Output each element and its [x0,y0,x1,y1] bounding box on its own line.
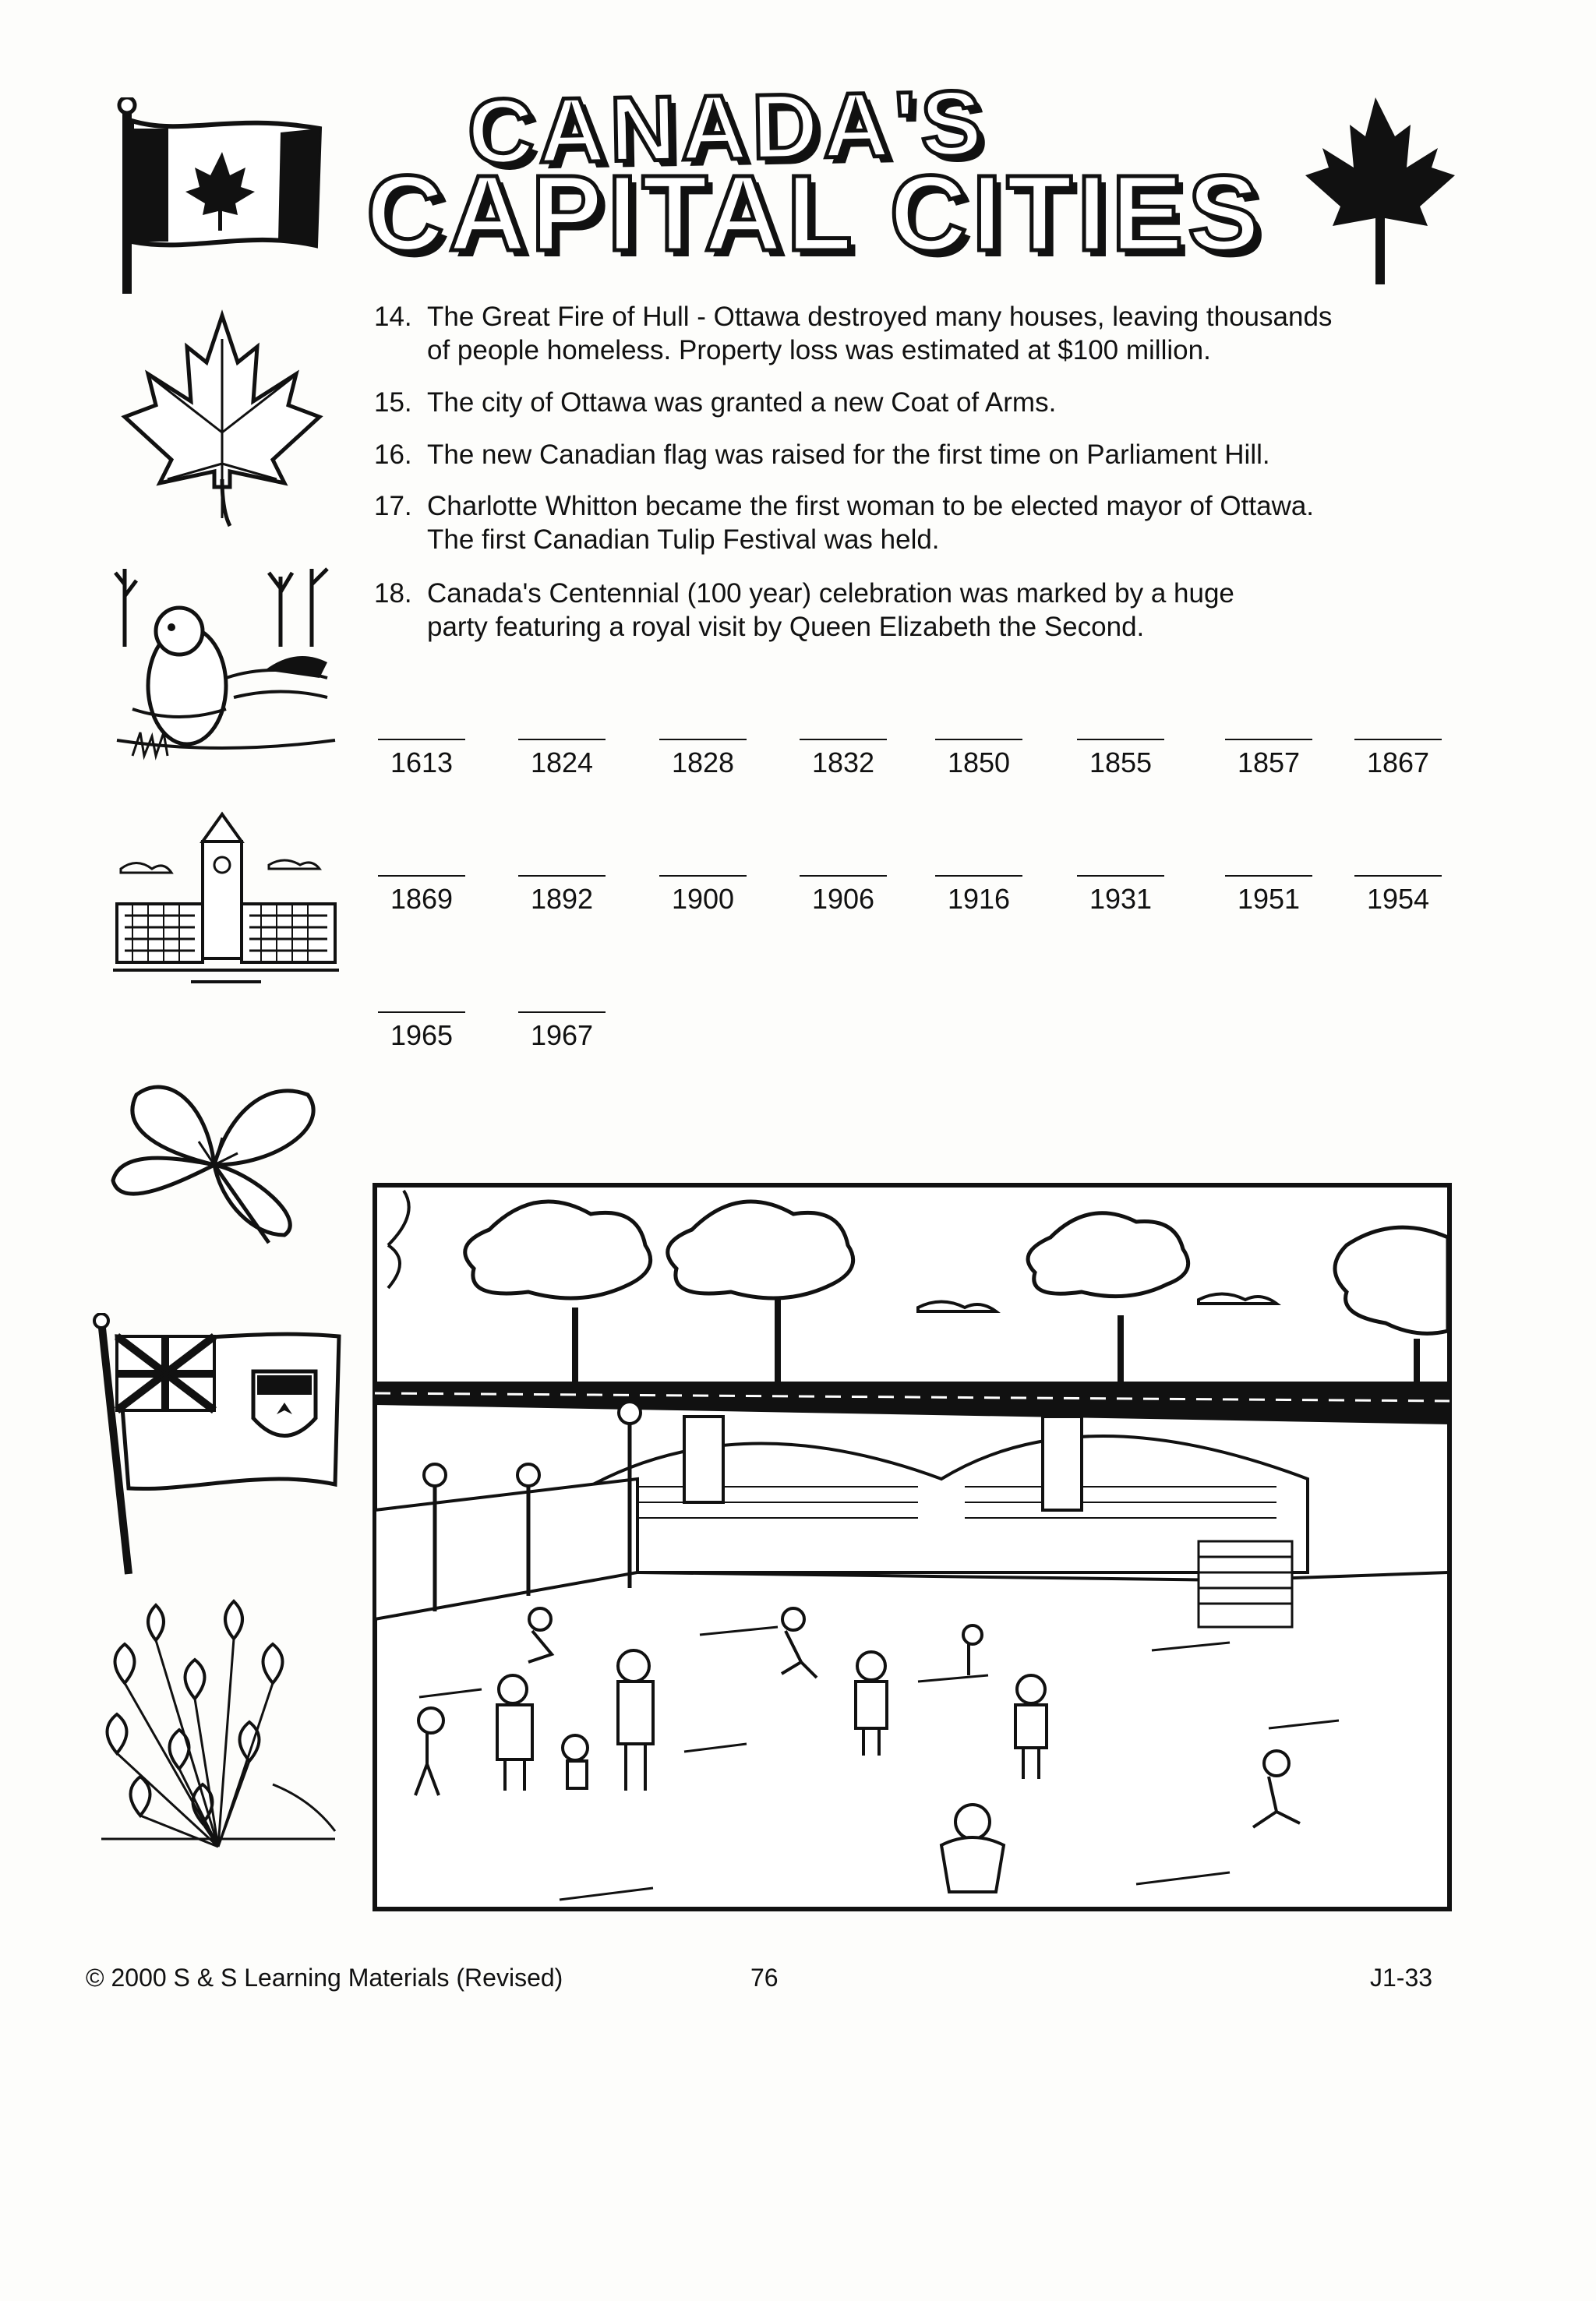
year-blank[interactable]: 1967 [518,1019,606,1052]
ontario-flag-icon [82,1313,347,1582]
year-blank[interactable]: 1906 [800,883,887,916]
clue-text-line: Charlotte Whitton became the first woman to be elected mayor of Ottawa. [427,491,1315,521]
year-blank[interactable]: 1951 [1225,883,1312,916]
year-blank[interactable]: 1867 [1354,746,1442,779]
year-blank[interactable]: 1613 [378,746,465,779]
clue-text-line: party featuring a royal visit by Queen Elizabeth the Second. [427,612,1145,642]
year-blank[interactable]: 1824 [518,746,606,779]
canada-flag-icon [105,97,331,300]
year-blank[interactable]: 1954 [1354,883,1442,916]
tulips-icon [94,1590,351,1855]
clue-number: 15. [374,387,412,418]
year-blank[interactable]: 1828 [659,746,747,779]
skating-scene-frame [373,1183,1452,1911]
title-line-1: CANADA'S [466,72,988,184]
parliament-building-icon [113,810,343,990]
clue-text-line: of people homeless. Property loss was estimated at $100 million. [427,335,1211,365]
clue-text-line: The new Canadian flag was raised for the first time on Parliament Hill. [427,439,1270,470]
maple-leaf-icon [1290,94,1461,288]
page-number: 76 [750,1964,779,1992]
year-blank[interactable]: 1832 [800,746,887,779]
title-line-2: CAPITAL CITIES [366,154,1265,274]
year-blank[interactable]: 1965 [378,1019,465,1052]
product-code: J1-33 [1370,1964,1433,1992]
clue-text-line: The first Canadian Tulip Festival was held. [427,524,940,555]
year-blank[interactable]: 1892 [518,883,606,916]
clue-text-line: The Great Fire of Hull - Ottawa destroyed many houses, leaving thousands [427,302,1333,332]
clue-number: 18. [374,578,412,609]
year-blank[interactable]: 1931 [1077,883,1164,916]
year-blank[interactable]: 1855 [1077,746,1164,779]
groundhog-icon [109,561,343,764]
clue-text-line: Canada's Centennial (100 year) celebration was marked by a huge [427,578,1234,609]
year-blank[interactable]: 1916 [935,883,1022,916]
year-blank[interactable]: 1850 [935,746,1022,779]
clue-number: 17. [374,491,412,521]
year-blank[interactable]: 1900 [659,883,747,916]
trillium-flower-icon [105,1064,347,1251]
copyright-text: © 2000 S & S Learning Materials (Revised) [86,1964,563,1992]
clue-text-line: The city of Ottawa was granted a new Coat of Arms. [427,387,1057,418]
year-blank[interactable]: 1857 [1225,746,1312,779]
maple-leaf-outline-icon [105,308,339,542]
clue-number: 16. [374,439,412,470]
year-blank[interactable]: 1869 [378,883,465,916]
clue-number: 14. [374,302,412,332]
